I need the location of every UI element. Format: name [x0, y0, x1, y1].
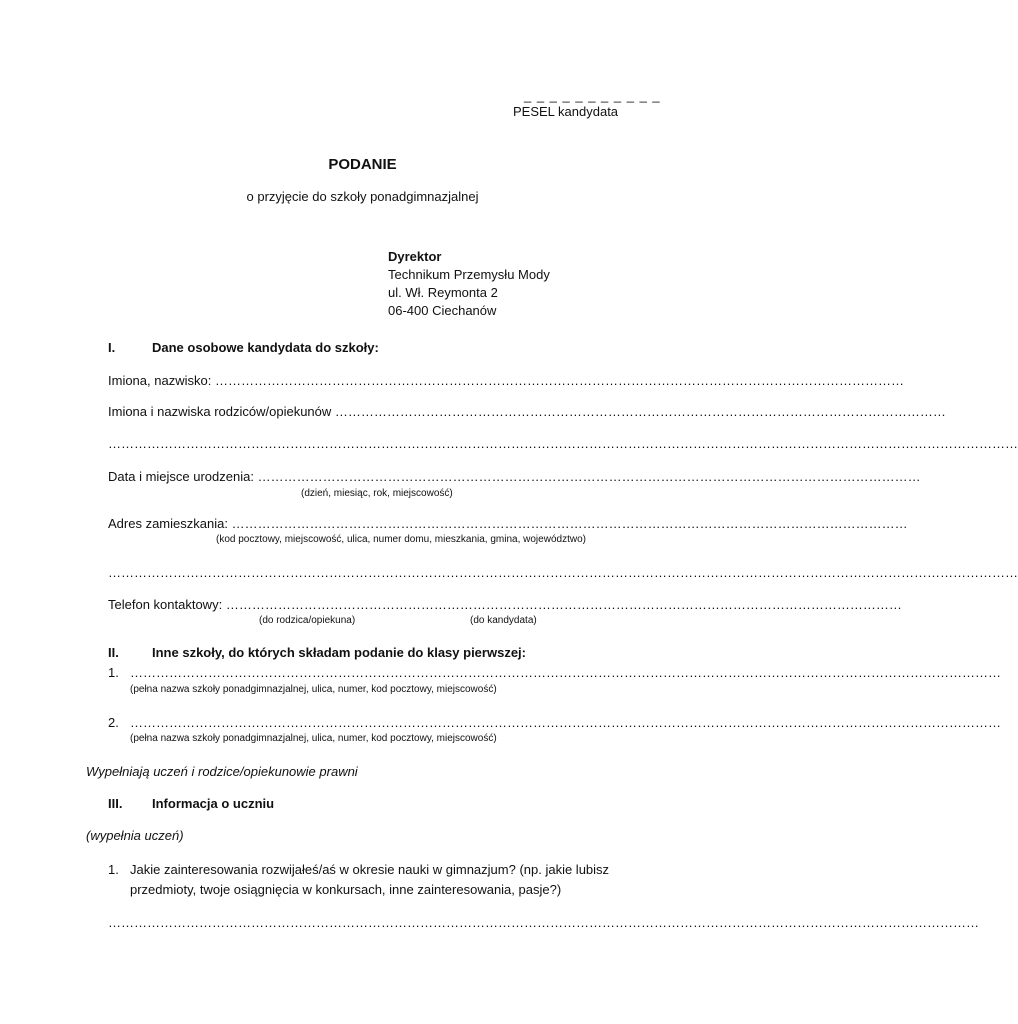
names-label: Imiona, nazwisko:	[108, 373, 212, 388]
section1-number: I.	[108, 340, 116, 355]
birth-label: Data i miejsce urodzenia:	[108, 469, 254, 484]
birth-fill-line[interactable]: ………………………………………………………………………………………………………………………………………	[257, 469, 921, 484]
fill-note: Wypełniają uczeń i rodzice/opiekunowie prawni	[86, 764, 358, 779]
addressee-role: Dyrektor	[388, 249, 442, 264]
school1-hint: (pełna nazwa szkoły ponadgimnazjalnej, ulica, numer, kod pocztowy, miejscowość)	[130, 684, 497, 695]
school2-fill-line[interactable]: …………………………………………………………………………………………………………………………………………………………………………………	[130, 715, 1001, 730]
names-fill-line[interactable]: ……………………………………………………………………………………………………………………………………………	[214, 373, 904, 388]
address-field[interactable]	[108, 516, 908, 531]
document-subtitle: o przyjęcie do szkoły ponadgimnazjalnej	[246, 189, 479, 204]
pesel-dashes: _ _ _ _ _ _ _ _ _ _ _	[524, 88, 661, 103]
names-field[interactable]	[108, 373, 904, 388]
phone-hint-parent: (do rodzica/opiekuna)	[259, 615, 356, 626]
phone-field[interactable]	[108, 597, 902, 612]
parents-fill-line[interactable]: ……………………………………………………………………………………………………………………………	[334, 404, 946, 419]
address-hint: (kod pocztowy, miejscowość, ulica, numer domu, mieszkania, gmina, województwo)	[216, 534, 586, 545]
phone-label: Telefon kontaktowy:	[108, 597, 223, 612]
address-label: Adres zamieszkania:	[108, 516, 228, 531]
addressee-school: Technikum Przemysłu Mody	[388, 267, 550, 282]
section3-subnote: (wypełnia uczeń)	[86, 828, 184, 843]
school2-hint: (pełna nazwa szkoły ponadgimnazjalnej, ulica, numer, kod pocztowy, miejscowość)	[130, 733, 497, 744]
birth-hint: (dzień, miesiąc, rok, miejscowość)	[301, 488, 453, 499]
parents-label: Imiona i nazwiska rodziców/opiekunów	[108, 404, 332, 419]
section2-title: Inne szkoły, do których składam podanie do klasy pierwszej:	[152, 645, 526, 660]
section2-number: II.	[108, 645, 119, 660]
school1-number: 1.	[108, 665, 119, 680]
birth-field[interactable]	[108, 469, 921, 484]
section1-title: Dane osobowe kandydata do szkoły:	[152, 340, 379, 355]
question-line-2: przedmioty, twoje osiągnięcia w konkursach, inne zainteresowania, pasje?)	[130, 882, 562, 897]
answer-fill-line[interactable]: …………………………………………………………………………………………………………………………………………………………………………………	[108, 915, 979, 930]
parents-field[interactable]	[108, 404, 946, 419]
phone-hint-candidate: (do kandydata)	[470, 615, 537, 626]
addressee-street: ul. Wł. Reymonta 2	[388, 285, 498, 300]
phone-fill-line[interactable]: …………………………………………………………………………………………………………………………………………	[225, 597, 902, 612]
document-title: PODANIE	[328, 156, 397, 173]
parents-fill-line-2[interactable]: …………………………………………………………………………………………………………………………………………………………………………………………	[108, 436, 1018, 451]
address-fill-line-2[interactable]: …………………………………………………………………………………………………………………………………………………………………………………………	[108, 565, 1018, 580]
address-fill-line[interactable]: …………………………………………………………………………………………………………………………………………	[231, 516, 908, 531]
question-number: 1.	[108, 862, 119, 877]
question-line-1: Jakie zainteresowania rozwijałeś/aś w okresie nauki w gimnazjum? (np. jakie lubisz	[130, 862, 610, 877]
section3-title: Informacja o uczniu	[152, 796, 275, 811]
school2-number: 2.	[108, 715, 119, 730]
section3-number: III.	[108, 796, 123, 811]
addressee-city: 06-400 Ciechanów	[388, 303, 497, 318]
pesel-label: PESEL kandydata	[513, 104, 619, 119]
school1-fill-line[interactable]: …………………………………………………………………………………………………………………………………………………………………………………	[130, 665, 1001, 680]
